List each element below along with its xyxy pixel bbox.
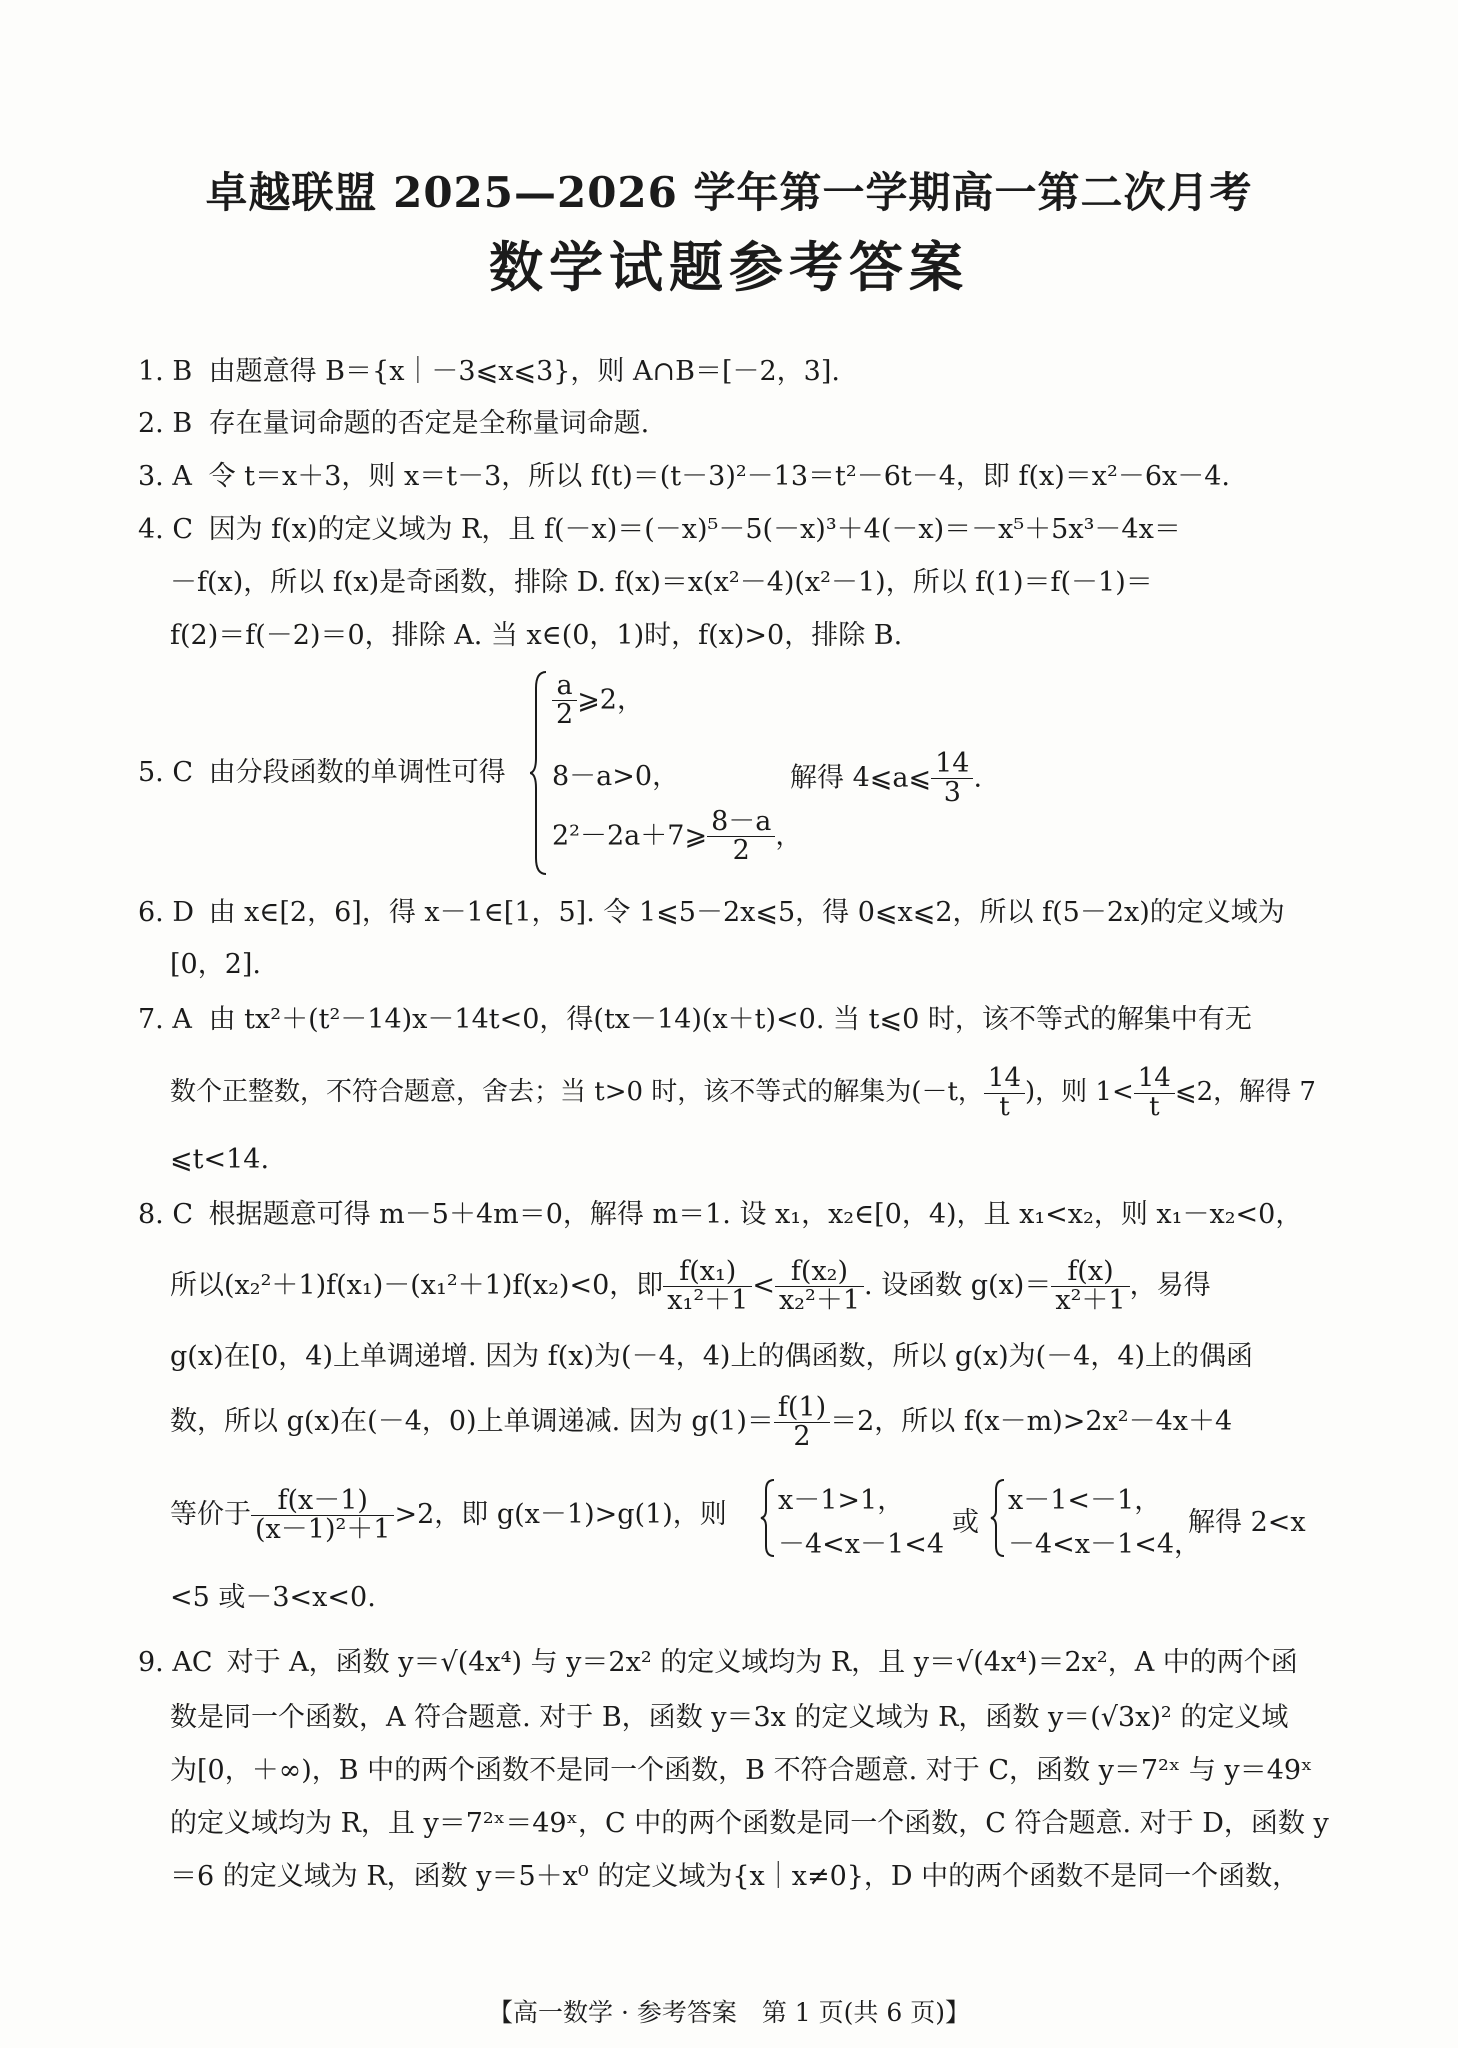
answer-1 — [138, 352, 1323, 392]
answer-number: 5. C — [138, 757, 194, 788]
answer-4-line-3: f(2)＝f(－2)＝0，排除 A. 当 x∈(0，1)时，f(x)>0，排除 B. — [170, 620, 903, 651]
answer-explanation-lead: 由分段函数的单调性可得 — [208, 757, 506, 788]
fraction: $\frac{14}{t}$ — [984, 1065, 1025, 1121]
fraction: $\frac{8-a}{2}$ — [707, 808, 775, 866]
answer-number: 2. B — [138, 408, 193, 439]
answer-number: 1. B — [138, 356, 193, 387]
system-row-1: $\frac{a}{2}$ ⩾2， — [552, 672, 644, 730]
answer-explanation-line: 对于 A，函数 y＝√(4x⁴) 与 y＝2x² 的定义域均为 R，且 y＝√(4x⁴)＝2x²，A 中的两个函 — [226, 1647, 1298, 1678]
answer-7-line-2: 数个正整数，不符合题意，舍去；当 t>0 时，该不等式的解集为(－t， $\frac{14}{t}$ )，则 1< $\frac{14}{t}$ ⩽2，解得 7 — [170, 1063, 1316, 1122]
fraction: $\frac{f(x-1)}{\text{(x－1)²＋1}}$ — [251, 1487, 394, 1545]
answer-8-line-3: g(x)在[0，4)上单调递增. 因为 f(x)为(－4，4)上的偶函数，所以 g(x)为(－4，4)上的偶函 — [170, 1341, 1254, 1372]
fraction: $\frac{\text{f(x₂)}}{\text{x₂²＋1}}$ — [775, 1258, 864, 1316]
answer-4 — [138, 510, 1323, 550]
answer-2 — [138, 404, 1323, 444]
system-b-row-1: x－1<－1， — [1008, 1485, 1162, 1516]
left-brace-icon — [530, 668, 550, 878]
answer-4-line-2: －f(x)，所以 f(x)是奇函数，排除 D. f(x)＝x(x²－4)(x²－1)，所以 f(1)＝f(－1)＝ — [170, 567, 1153, 598]
answer-number: 9. AC — [138, 1647, 213, 1678]
answer-explanation: 由题意得 B＝{x｜－3⩽x⩽3}，则 A∩B＝[－2，3]. — [208, 356, 840, 387]
system-a-row-1: x－1>1， — [778, 1485, 905, 1516]
page-footer: 【高一数学 · 参考答案 第 1 页(共 6 页)】 — [488, 1998, 970, 2027]
answer-number: 8. C — [138, 1199, 194, 1230]
answer-explanation-line: 因为 f(x)的定义域为 R，且 f(－x)＝(－x)⁵－5(－x)³＋4(－x)＝－x⁵＋5x³－4x＝ — [208, 514, 1181, 545]
answer-8-line-4: 数，所以 g(x)在(－4，0)上单调递减. 因为 g(1)＝ $\frac{f(1)}{2}$ ＝2，所以 f(x－m)>2x²－4x＋4 — [170, 1391, 1233, 1452]
answer-8-line-5: 等价于 $\frac{f(x-1)}{\text{(x－1)²＋1}}$ >2，即 g(x－1)>g(1)，则 — [170, 1484, 727, 1545]
answer-8-line-6: <5 或－3<x<0. — [170, 1582, 376, 1613]
left-brace-icon — [990, 1478, 1006, 1558]
exam-title: 卓越联盟 2025—2026 学年第一学期高一第二次月考 — [205, 168, 1253, 217]
answer-explanation-line: 根据题意可得 m－5＋4m＝0，解得 m＝1. 设 x₁，x₂∈[0，4)，且 x₁<x₂，则 x₁－x₂<0， — [208, 1199, 1303, 1230]
answer-9-line-3: 为[0，＋∞)，B 中的两个函数不是同一个函数，B 不符合题意. 对于 C，函数 y＝7²ˣ 与 y＝49ˣ — [170, 1755, 1313, 1786]
answer-explanation-line: 由 x∈[2，6]，得 x－1∈[1，5]. 令 1⩽5－2x⩽5，得 0⩽x⩽2，所以 f(5－2x)的定义域为 — [208, 897, 1285, 928]
answer-explanation: 存在量词命题的否定是全称量词命题. — [208, 408, 650, 439]
answer-number: 3. A — [138, 461, 192, 492]
answer-3 — [138, 457, 1323, 497]
system-b-row-2: －4<x－1<4， — [1008, 1529, 1202, 1560]
answer-8-line-2: 所以(x₂²＋1)f(x₁)－(x₁²＋1)f(x₂)<0，即 $\frac{\text{f(x₁)}}{\text{x₁²＋1}}$ < $\frac{\text{f(x₂)}}{\text{x₂²＋1}}$ . 设函数 g(x)＝ $\frac{f(x)}{\text{x²＋1}}$ ，易得 — [170, 1255, 1211, 1316]
answer-7-line-3: ⩽t<14. — [170, 1144, 270, 1175]
inequality-system — [530, 668, 803, 878]
answer-number: 6. D — [138, 897, 194, 928]
answer-explanation: 令 t＝x＋3，则 x＝t－3，所以 f(t)＝(t－3)²－13＝t²－6t－4，即 f(x)＝x²－6x－4. — [208, 461, 1231, 492]
answer-9-line-4: 的定义域均为 R，且 y＝7²ˣ＝49ˣ，C 中的两个函数是同一个函数，C 符合题意. 对于 D，函数 y — [170, 1808, 1329, 1839]
system-row-3: 2²－2a＋7⩾ $\frac{8-a}{2}$ ， — [552, 806, 803, 867]
answer-8 — [138, 1195, 1323, 1235]
fraction: $\frac{14}{3}$ — [931, 750, 973, 808]
answer-8-line-5-tail: 解得 2<x — [1188, 1507, 1306, 1538]
system-row-2: 8－a>0， — [552, 761, 680, 792]
left-brace-icon — [760, 1478, 776, 1558]
fraction: $\frac{\text{f(x₁)}}{\text{x₁²＋1}}$ — [663, 1258, 752, 1316]
page-title: 数学试题参考答案 — [489, 235, 969, 299]
answer-explanation-line: 由 tx²＋(t²－14)x－14t<0，得(tx－14)(x＋t)<0. 当 t⩽0 时，该不等式的解集中有无 — [208, 1004, 1252, 1035]
or-word: 或 — [952, 1507, 979, 1538]
answer-9-line-2: 数是同一个函数，A 符合题意. 对于 B，函数 y＝3x 的定义域为 R，函数 y＝(√3x)² 的定义域 — [170, 1702, 1289, 1733]
fraction: $\frac{14}{t}$ — [1134, 1065, 1175, 1121]
answer-5-result: 解得 4⩽a⩽ $\frac{14}{3}$ . — [790, 748, 983, 809]
fraction: $\frac{a}{2}$ — [552, 672, 577, 730]
answer-9-line-5: ＝6 的定义域为 R，函数 y＝5＋x⁰ 的定义域为{x｜x≠0}，D 中的两个函数不是同一个函数， — [170, 1861, 1300, 1892]
answer-9 — [138, 1643, 1323, 1683]
fraction: $\frac{f(x)}{\text{x²＋1}}$ — [1051, 1258, 1129, 1316]
answer-6-line-2: [0，2]. — [170, 949, 262, 980]
fraction: $\frac{f(1)}{2}$ — [774, 1394, 830, 1452]
answer-6 — [138, 893, 1323, 933]
answer-7 — [138, 1000, 1323, 1040]
system-a-row-2: －4<x－1<4 — [778, 1529, 945, 1560]
answer-number: 4. C — [138, 514, 194, 545]
answer-number: 7. A — [138, 1004, 192, 1035]
